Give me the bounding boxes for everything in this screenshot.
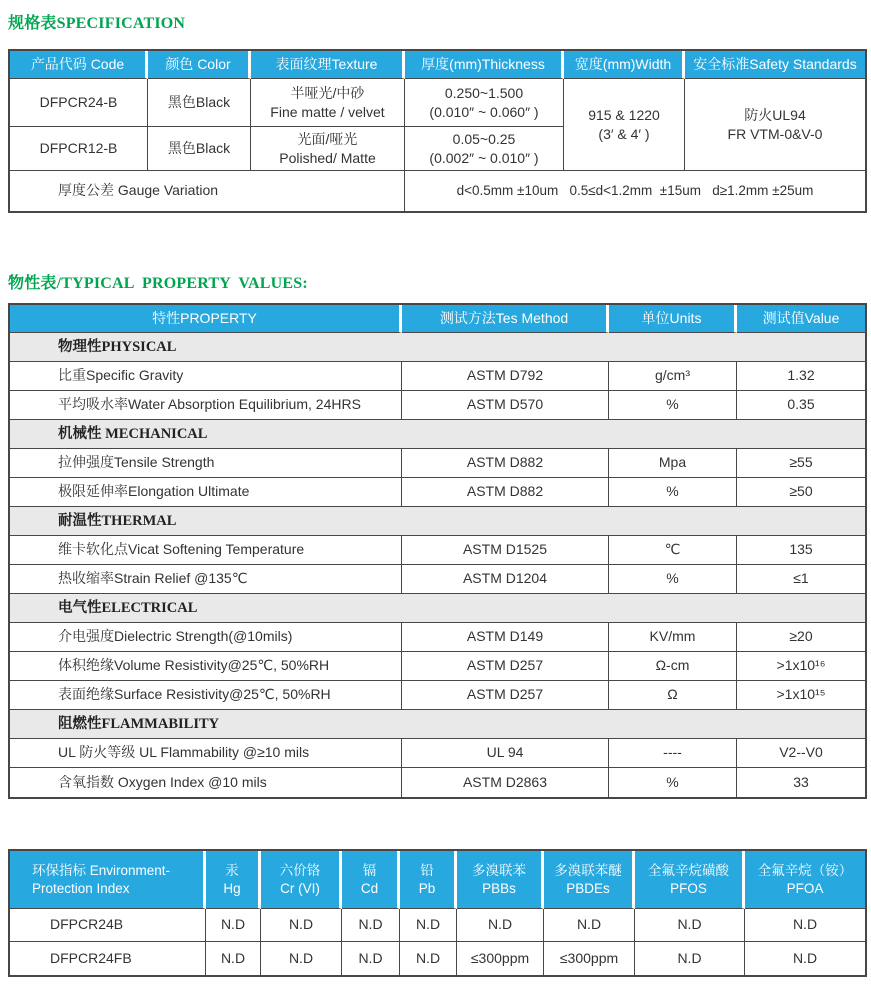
table-row	[10, 449, 865, 478]
property-name: 含氧指数 Oxygen Index @10 mils	[10, 768, 402, 797]
spec-cell-safety	[685, 79, 865, 171]
value: ≥50	[737, 478, 865, 507]
specification-title: 规格表SPECIFICATION	[8, 15, 186, 32]
env-product-code: DFPCR24FB	[10, 942, 206, 975]
spec-header-code: 产品代码 Code	[10, 51, 148, 79]
test-method: ASTM D570	[402, 391, 609, 420]
test-method: ASTM D882	[402, 449, 609, 478]
table-row	[10, 909, 865, 942]
table-row	[10, 623, 865, 652]
spec-cell-thickness	[405, 79, 564, 127]
thickness-line-mm: 0.250~1.500	[444, 85, 524, 102]
env-header-cn: 镉	[362, 862, 377, 878]
units: Ω-cm	[609, 652, 737, 681]
property-header-property: 特性PROPERTY	[10, 305, 402, 333]
texture-line-cn: 半哑光/中砂	[290, 85, 365, 102]
gauge-variation-label: 厚度公差 Gauge Variation	[10, 171, 405, 211]
spec-header-width: 宽度(mm)Width	[564, 51, 685, 79]
property-name: 体积绝缘Volume Resistivity@25℃, 50%RH	[10, 652, 402, 681]
value: ≥55	[737, 449, 865, 478]
spec-header-safety: 安全标准Safety Standards	[685, 51, 865, 79]
thickness-line-inch: (0.002″ ~ 0.010″ )	[429, 149, 539, 166]
env-value: N.D	[206, 909, 261, 942]
env-header-pbbs	[457, 851, 544, 909]
specification-table	[8, 49, 867, 213]
env-header-symbol: PFOS	[670, 880, 707, 896]
property-values-title: 物性表/TYPICAL PROPERTY VALUES:	[8, 275, 308, 292]
property-name: 平均吸水率Water Absorption Equilibrium, 24HRS	[10, 391, 402, 420]
value: ≤1	[737, 565, 865, 594]
section-title: 机械性 MECHANICAL	[10, 420, 865, 449]
env-value: ≤300ppm	[457, 942, 544, 975]
table-row	[10, 652, 865, 681]
env-header-symbol: Cr (VI)	[280, 880, 320, 896]
property-name: 比重Specific Gravity	[10, 362, 402, 391]
spec-cell-texture	[251, 79, 405, 127]
safety-line-cn: 防火UL94	[744, 107, 806, 124]
env-value: N.D	[457, 909, 544, 942]
spec-cell-code: DFPCR12-B	[10, 127, 148, 171]
env-header-cn: 多溴联苯醚	[554, 862, 622, 878]
env-value: N.D	[206, 942, 261, 975]
units: %	[609, 565, 737, 594]
units: %	[609, 391, 737, 420]
table-row	[10, 681, 865, 710]
test-method: ASTM D149	[402, 623, 609, 652]
section-row-electrical	[10, 594, 865, 623]
env-header-line2: Protection Index	[32, 880, 130, 896]
units: g/cm³	[609, 362, 737, 391]
units: %	[609, 478, 737, 507]
env-value: N.D	[792, 949, 818, 966]
value: 135	[737, 536, 865, 565]
section-row-thermal	[10, 507, 865, 536]
env-header-symbol: Hg	[223, 880, 241, 896]
property-name: 介电强度Dielectric Strength(@10mils)	[10, 623, 402, 652]
env-header-index	[10, 851, 206, 909]
texture-line-en: Polished/ Matte	[279, 149, 376, 166]
env-header-cn: 全氟辛烷磺酸	[648, 862, 729, 878]
env-value: N.D	[261, 942, 342, 975]
spec-header-texture: 表面纹理Texture	[251, 51, 405, 79]
env-value: N.D	[261, 909, 342, 942]
spec-header-color: 颜色 Color	[148, 51, 251, 79]
property-name: 维卡软化点Vicat Softening Temperature	[10, 536, 402, 565]
thickness-line-mm: 0.05~0.25	[452, 131, 516, 148]
env-header-cn: 多溴联苯	[472, 862, 526, 878]
property-header-value: 测试值Value	[737, 305, 865, 333]
units: %	[609, 768, 737, 797]
spec-header-thickness: 厚度(mm)Thickness	[405, 51, 564, 79]
spec-cell-color: 黑色Black	[148, 127, 251, 171]
table-row	[10, 739, 865, 768]
environment-table	[8, 849, 867, 977]
thickness-line-inch: (0.010″ ~ 0.060″ )	[429, 103, 539, 120]
width-line-ft: (3′ & 4′ )	[598, 125, 650, 142]
property-name: 拉伸强度Tensile Strength	[10, 449, 402, 478]
test-method: ASTM D1204	[402, 565, 609, 594]
env-value: N.D	[544, 909, 635, 942]
table-row	[10, 79, 865, 127]
units: KV/mm	[609, 623, 737, 652]
test-method: ASTM D792	[402, 362, 609, 391]
env-value: N.D	[400, 909, 457, 942]
env-header-pbdes	[544, 851, 635, 909]
value: >1x10¹⁵	[737, 681, 865, 710]
units: ℃	[609, 536, 737, 565]
property-header-row	[10, 305, 865, 333]
env-header-symbol: Pb	[418, 880, 436, 896]
table-row	[10, 362, 865, 391]
section-row-physical	[10, 333, 865, 362]
env-header-row	[10, 851, 865, 909]
section-row-mechanical	[10, 420, 865, 449]
env-value: N.D	[635, 942, 745, 975]
test-method: ASTM D2863	[402, 768, 609, 797]
property-name: 表面绝缘Surface Resistivity@25℃, 50%RH	[10, 681, 402, 710]
env-header-symbol: PBDEs	[566, 880, 610, 896]
value: 33	[793, 773, 809, 790]
env-value: N.D	[400, 942, 457, 975]
test-method: ASTM D1525	[402, 536, 609, 565]
texture-line-en: Fine matte / velvet	[270, 103, 385, 120]
env-header-line1: 环保指标 Environment-	[32, 862, 171, 878]
property-name: UL 防火等级 UL Flammability @≥10 mils	[10, 739, 402, 768]
spec-header-row	[10, 51, 865, 79]
safety-line-en: FR VTM-0&V-0	[727, 125, 823, 142]
env-header-cn: 六价铬	[279, 862, 321, 878]
test-method: ASTM D882	[402, 478, 609, 507]
section-title: 物理性PHYSICAL	[10, 333, 865, 362]
test-method: UL 94	[402, 739, 609, 768]
section-title: 阻燃性FLAMMABILITY	[10, 710, 865, 739]
property-name: 极限延伸率Elongation Ultimate	[10, 478, 402, 507]
table-row	[10, 942, 865, 975]
env-value: N.D	[342, 942, 400, 975]
width-line-mm: 915 & 1220	[588, 107, 660, 124]
value: 0.35	[737, 391, 865, 420]
section-row-flammability	[10, 710, 865, 739]
spec-cell-texture	[251, 127, 405, 171]
spec-cell-thickness	[405, 127, 564, 171]
test-method: ASTM D257	[402, 652, 609, 681]
units: Mpa	[609, 449, 737, 478]
env-value: ≤300ppm	[544, 942, 635, 975]
table-row	[10, 391, 865, 420]
table-row	[10, 768, 865, 797]
property-header-method: 测试方法Tes Method	[402, 305, 609, 333]
test-method: ASTM D257	[402, 681, 609, 710]
property-table	[8, 303, 867, 799]
texture-line-cn: 光面/哑光	[297, 131, 358, 148]
value: ≥20	[737, 623, 865, 652]
spec-cell-width	[564, 79, 685, 171]
property-header-units: 单位Units	[609, 305, 737, 333]
units: ----	[609, 739, 737, 768]
env-header-pfos	[635, 851, 745, 909]
units: Ω	[609, 681, 737, 710]
property-name: 热收缩率Strain Relief @135℃	[10, 565, 402, 594]
section-title: 耐温性THERMAL	[10, 507, 865, 536]
env-header-hg	[206, 851, 261, 909]
table-row	[10, 171, 865, 211]
env-header-cr	[261, 851, 342, 909]
value: V2--V0	[737, 739, 865, 768]
env-header-symbol: PFOA	[786, 880, 824, 896]
section-title: 电气性ELECTRICAL	[10, 594, 865, 623]
env-header-symbol: Cd	[360, 880, 379, 896]
env-header-cn: 全氟辛烷（铵）	[757, 862, 853, 878]
env-header-pb	[400, 851, 457, 909]
env-value: N.D	[635, 909, 745, 942]
env-header-symbol: PBBs	[482, 880, 516, 896]
table-row	[10, 478, 865, 507]
env-header-cd	[342, 851, 400, 909]
value: >1x10¹⁶	[737, 652, 865, 681]
env-header-cn: 铅	[420, 862, 434, 878]
env-value: N.D	[745, 909, 865, 942]
spec-cell-code: DFPCR24-B	[10, 79, 148, 127]
env-header-pfoa	[745, 851, 865, 909]
spec-cell-color: 黑色Black	[148, 79, 251, 127]
env-product-code: DFPCR24B	[10, 909, 206, 942]
table-row	[10, 565, 865, 594]
value: 1.32	[737, 362, 865, 391]
env-header-cn: 汞	[225, 862, 239, 878]
env-value: N.D	[342, 909, 400, 942]
table-row	[10, 536, 865, 565]
gauge-variation-value: d<0.5mm ±10um 0.5≤d<1.2mm ±15um d≥1.2mm ±25um	[456, 182, 814, 198]
